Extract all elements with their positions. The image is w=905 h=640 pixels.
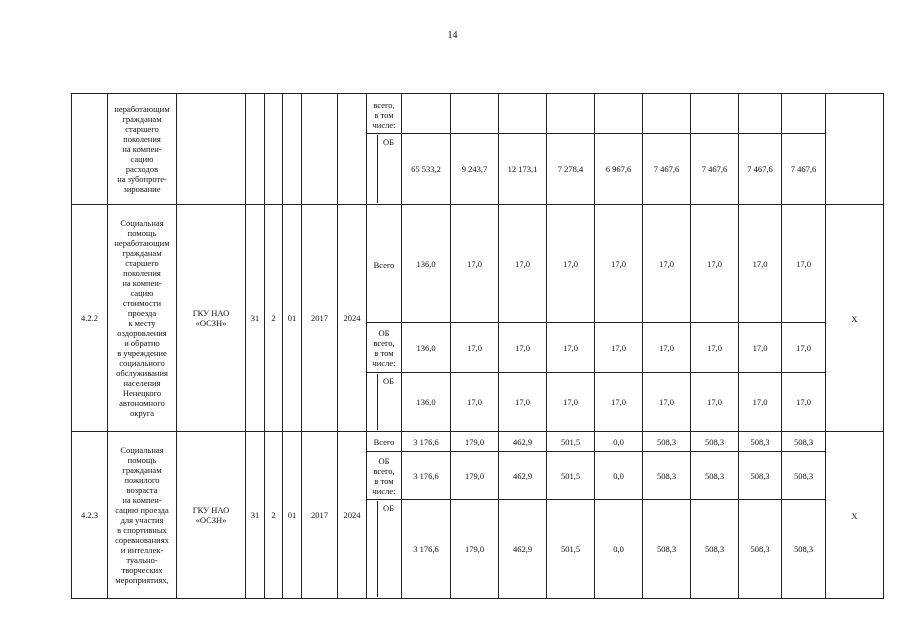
measure-name: Социальная помощь неработающим гражданам старшего поколения на компен- сацию стоимости проезда к месту оздоровления и обратно в учреждение социального обслуживания населения Ненецкого автономного округа [108, 205, 177, 432]
value-cell: 508,3 [739, 432, 782, 452]
code-cell [265, 94, 283, 205]
measure-name: неработающим гражданам старшего поколения на компен- сацию расходов на зубопроте- зирование [108, 94, 177, 205]
source-label: ОБ всего, в том числе: [367, 452, 402, 500]
year-end-cell: 2024 [338, 432, 367, 599]
value-cell: 17,0 [547, 323, 595, 373]
value-cell: 17,0 [691, 323, 739, 373]
value-cell: 17,0 [595, 373, 643, 432]
value-cell: 12 173,1 [499, 134, 547, 205]
value-cell: 3 176,6 [402, 432, 451, 452]
value-cell: 136,0 [402, 323, 451, 373]
value-cell: 179,0 [451, 432, 499, 452]
value-cell: 17,0 [499, 205, 547, 323]
value-cell: 0,0 [595, 432, 643, 452]
value-cell [451, 94, 499, 134]
value-cell: 136,0 [402, 205, 451, 323]
source-label: ОБ [367, 373, 402, 432]
code-cell [246, 94, 265, 205]
value-cell: 3 176,6 [402, 452, 451, 500]
mark-cell: Х [826, 205, 884, 432]
value-cell: 7 467,6 [782, 134, 826, 205]
value-cell: 136,0 [402, 373, 451, 432]
value-cell: 7 278,4 [547, 134, 595, 205]
value-cell: 501,5 [547, 432, 595, 452]
code-cell: 01 [283, 432, 302, 599]
value-cell: 17,0 [451, 323, 499, 373]
value-cell: 508,3 [691, 432, 739, 452]
value-cell: 179,0 [451, 452, 499, 500]
value-cell: 508,3 [643, 500, 691, 599]
value-cell: 17,0 [782, 205, 826, 323]
value-cell: 17,0 [499, 323, 547, 373]
code-cell: 31 [246, 205, 265, 432]
value-cell: 17,0 [739, 205, 782, 323]
value-cell: 508,3 [782, 452, 826, 500]
value-cell: 17,0 [691, 373, 739, 432]
value-cell: 7 467,6 [643, 134, 691, 205]
value-cell [691, 94, 739, 134]
value-cell [402, 94, 451, 134]
row-number: 4.2.2 [72, 205, 108, 432]
mark-cell [826, 94, 884, 205]
source-label: ОБ [367, 500, 402, 599]
value-cell: 17,0 [691, 205, 739, 323]
value-cell: 17,0 [499, 373, 547, 432]
value-cell: 508,3 [739, 500, 782, 599]
value-cell: 501,5 [547, 500, 595, 599]
value-cell: 17,0 [739, 323, 782, 373]
value-cell [595, 94, 643, 134]
value-cell: 0,0 [595, 452, 643, 500]
year-start-cell [302, 94, 338, 205]
value-cell: 65 533,2 [402, 134, 451, 205]
value-cell: 508,3 [739, 452, 782, 500]
value-cell: 501,5 [547, 452, 595, 500]
value-cell: 17,0 [643, 323, 691, 373]
value-cell: 508,3 [691, 500, 739, 599]
code-cell: 31 [246, 432, 265, 599]
row-number: 4.2.3 [72, 432, 108, 599]
year-end-cell: 2024 [338, 205, 367, 432]
value-cell: 17,0 [595, 323, 643, 373]
value-cell: 9 243,7 [451, 134, 499, 205]
value-cell: 3 176,6 [402, 500, 451, 599]
value-cell: 17,0 [643, 373, 691, 432]
value-cell: 462,9 [499, 432, 547, 452]
year-start-cell: 2017 [302, 205, 338, 432]
value-cell: 17,0 [739, 373, 782, 432]
code-cell [283, 94, 302, 205]
value-cell: 17,0 [782, 323, 826, 373]
value-cell: 462,9 [499, 500, 547, 599]
code-cell: 01 [283, 205, 302, 432]
value-cell: 508,3 [643, 432, 691, 452]
value-cell: 462,9 [499, 452, 547, 500]
value-cell: 508,3 [782, 432, 826, 452]
budget-table [71, 93, 884, 599]
value-cell [782, 94, 826, 134]
org-name: ГКУ НАО «ОСЗН» [177, 432, 246, 599]
source-label: ОБ всего, в том числе: [367, 323, 402, 373]
value-cell: 17,0 [547, 205, 595, 323]
org-name: ГКУ НАО «ОСЗН» [177, 205, 246, 432]
source-label: всего, в том числе: [367, 94, 402, 134]
value-cell: 508,3 [782, 500, 826, 599]
org-cell [177, 94, 246, 205]
value-cell: 17,0 [782, 373, 826, 432]
table-row [72, 205, 884, 323]
value-cell: 508,3 [643, 452, 691, 500]
value-cell: 17,0 [643, 205, 691, 323]
value-cell: 7 467,6 [739, 134, 782, 205]
page-number: 14 [447, 30, 458, 41]
year-end-cell [338, 94, 367, 205]
value-cell: 0,0 [595, 500, 643, 599]
value-cell: 7 467,6 [691, 134, 739, 205]
value-cell: 6 967,6 [595, 134, 643, 205]
value-cell [499, 94, 547, 134]
code-cell: 2 [265, 432, 283, 599]
table-row [72, 94, 884, 134]
value-cell: 17,0 [451, 205, 499, 323]
value-cell: 17,0 [595, 205, 643, 323]
code-cell: 2 [265, 205, 283, 432]
value-cell [643, 94, 691, 134]
value-cell: 508,3 [691, 452, 739, 500]
value-cell: 17,0 [547, 373, 595, 432]
value-cell [739, 94, 782, 134]
source-label: ОБ [367, 134, 402, 205]
value-cell: 17,0 [451, 373, 499, 432]
year-start-cell: 2017 [302, 432, 338, 599]
value-cell: 179,0 [451, 500, 499, 599]
source-label: Всего [367, 432, 402, 452]
table-row [72, 432, 884, 452]
source-label: Всего [367, 205, 402, 323]
mark-cell: Х [826, 432, 884, 599]
measure-name: Социальная помощь гражданам пожилого возраста на компен- сацию проезда для участия в спортивных соревнованиях и интеллек- туально- творческих мероприятиях, [108, 432, 177, 599]
row-number-cell [72, 94, 108, 205]
value-cell [547, 94, 595, 134]
